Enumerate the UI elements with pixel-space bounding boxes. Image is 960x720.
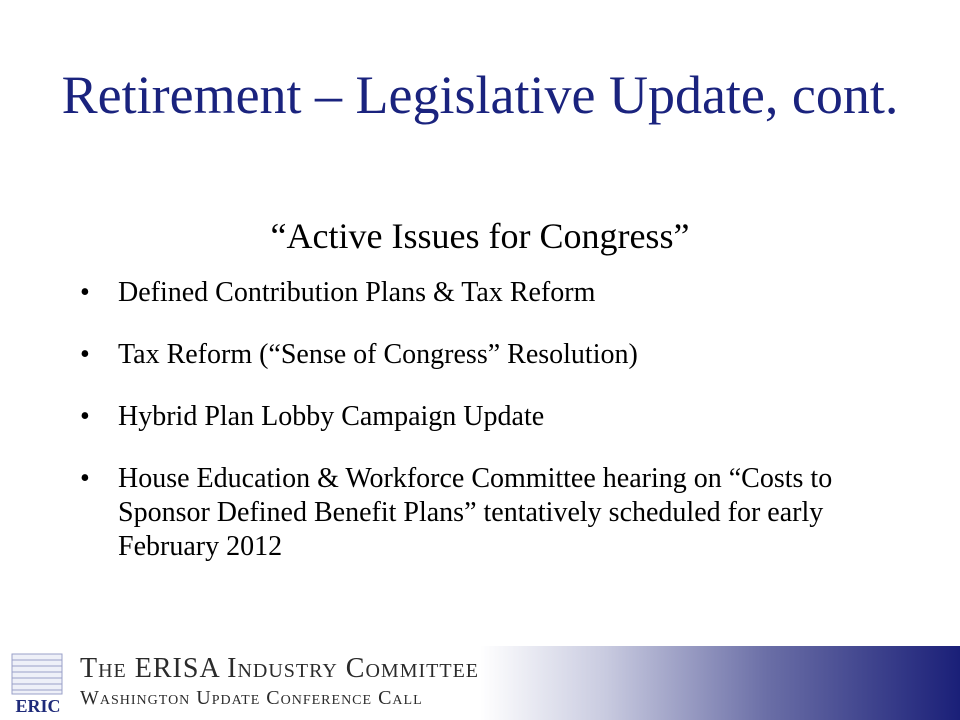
bullet-dot-icon: • [80,277,90,308]
bullet-item [80,276,840,310]
bullet-item [80,462,840,564]
bullet-dot-icon: • [80,401,90,432]
bullet-text: Hybrid Plan Lobby Campaign Update [118,401,545,432]
footer-org-name: The ERISA Industry Committee [80,653,480,684]
bullet-text: House Education & Workforce Committee hearing on “Costs to Sponsor Defined Benefit Plans” tentatively scheduled for early February 2012 [118,463,833,562]
bullet-dot-icon: • [80,463,90,494]
eric-logo-icon [10,652,66,716]
bullet-item [80,400,840,434]
footer-banner [0,646,960,720]
bullet-item [80,338,840,372]
logo-text: ERIC [15,696,61,716]
bullet-text: Tax Reform (“Sense of Congress” Resolution) [118,339,638,370]
bullet-dot-icon: • [80,339,90,370]
slide-subtitle: “Active Issues for Congress” [270,216,690,256]
bullet-text: Defined Contribution Plans & Tax Reform [118,277,596,308]
bullet-list [80,276,840,592]
slide-title: Retirement – Legislative Update, cont. [61,65,899,125]
footer-event-name: Washington Update Conference Call [80,687,423,709]
